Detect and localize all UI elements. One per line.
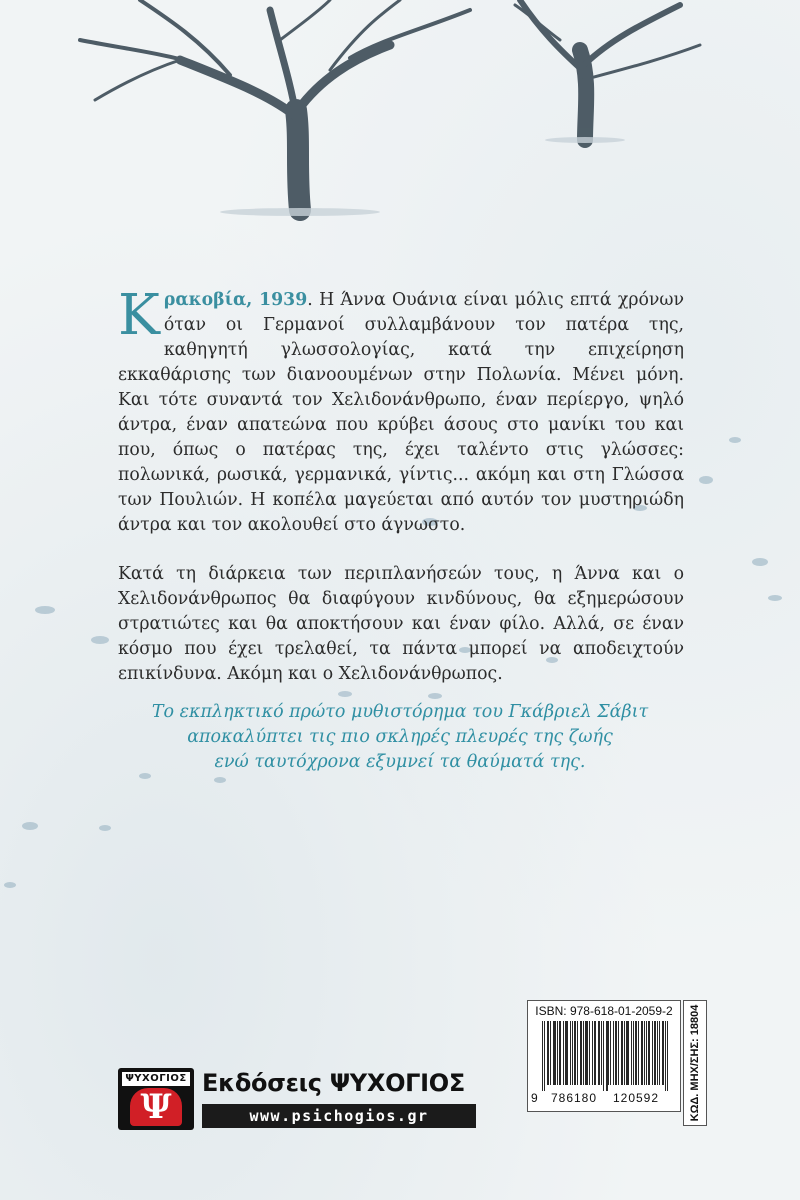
barcode-bar — [621, 1021, 622, 1085]
barcode-bar — [644, 1021, 645, 1085]
drop-cap: Κ — [118, 283, 160, 348]
barcode-bar — [595, 1021, 596, 1085]
barcode-bar — [572, 1021, 573, 1085]
barcode-bar — [624, 1021, 625, 1085]
barcode-bar — [648, 1021, 649, 1085]
barcode-bar — [608, 1021, 609, 1085]
publisher-name: Εκδόσεις ΨΥΧΟΓΙΟΣ — [202, 1069, 466, 1097]
barcode-bar — [628, 1021, 629, 1085]
barcode-bar — [622, 1021, 623, 1085]
barcode-bar — [566, 1021, 567, 1085]
barcode-bars — [542, 1021, 668, 1091]
barcode-bar — [547, 1021, 548, 1085]
barcode-bar — [667, 1021, 668, 1091]
isbn-text: ISBN: 978-618-01-2059-2 — [535, 1004, 673, 1018]
barcode-bar — [638, 1021, 639, 1085]
barcode-bar — [586, 1021, 587, 1085]
barcode-bar — [544, 1021, 545, 1091]
barcode-bar — [554, 1021, 555, 1085]
barcode-bar — [548, 1021, 549, 1085]
barcode-bar — [618, 1021, 619, 1085]
blurb-lead: ρακοβία, 1939 — [163, 290, 308, 310]
tagline-line-2: αποκαλύπτει τις πιο σκληρές πλευρές της ζωής — [187, 727, 613, 747]
barcode-bar — [557, 1021, 558, 1085]
barcode-bar — [642, 1021, 643, 1085]
product-code-box — [683, 1000, 707, 1126]
barcode-bar — [553, 1021, 554, 1085]
barcode-bar — [652, 1021, 653, 1085]
barcode-digits-group-1: 786180 — [550, 1091, 598, 1105]
barcode-bar — [631, 1021, 632, 1085]
publisher-logo — [118, 1068, 194, 1130]
blurb-paragraph-2: Κατά τη διάρκεια των περιπλανήσεών τους, η Άννα και ο Χελιδονάνθρωπος θα διαφύγουν κινδύνους, θα εξημερώσουν στρατιώτες και θα αποκτήσουν και έναν φίλο. Αλλά, σε έναν κόσμο που έχει τρελαθεί, τα πάντα μπορεί να αποδειχτούν επικίνδυνα. Ακόμη και ο Χελιδονάνθρωπος. — [118, 564, 684, 684]
barcode-bar — [616, 1021, 617, 1085]
barcode-bar — [575, 1021, 576, 1085]
barcode-bar — [598, 1021, 599, 1085]
barcode-bar — [589, 1021, 590, 1085]
barcode-bar — [542, 1021, 543, 1091]
psi-logo-icon: Ψ — [130, 1088, 182, 1126]
barcode-bar — [577, 1021, 578, 1085]
barcode-bar — [594, 1021, 595, 1085]
barcode-bar — [606, 1021, 607, 1091]
barcode-bar — [646, 1021, 647, 1085]
barcode-bar — [659, 1021, 660, 1085]
barcode-bar — [587, 1021, 588, 1085]
barcode-digits-group-2: 120592 — [612, 1091, 660, 1105]
barcode-bar — [613, 1021, 614, 1085]
publisher-block — [118, 1068, 478, 1130]
barcode-bar — [636, 1021, 637, 1085]
tagline — [100, 700, 700, 775]
barcode-bar — [649, 1021, 650, 1085]
blurb-paragraph-1-text: . Η Άννα Ουάνια είναι μόλις επτά χρόνων όταν οι Γερμανοί συλλαμβάνουν τον πατέρα της, καθηγητή γλωσσολογίας, κατά την επιχείρηση εκκαθάρισης των διανοουμένων στην Πολωνία. Μένει μόνη. Και τότε συναντά τον Χελιδονάνθρωπο, έναν περίεργο, ψηλό άντρα, έναν απατεώνα που κρύβει άσους στο μανίκι του και που, όπως ο πατέρας της, έχει ταλέντο στις γλώσσες: πολωνικά, ρωσικά, γερμανικά, γίντις... ακόμη και στη Γλώσσα των Πουλιών. Η κοπέλα μαγεύεται από αυτόν τον μυστηριώδη άντρα και τον ακολουθεί στο άγνωστο. — [118, 290, 684, 535]
barcode-bar — [601, 1021, 602, 1085]
publisher-logo-band: ΨΥΧΟΓΙΟΣ — [122, 1072, 190, 1086]
barcode-bar — [599, 1021, 600, 1085]
barcode-bar — [555, 1021, 556, 1085]
barcode-bar — [550, 1021, 551, 1085]
blurb-paragraph-1 — [118, 283, 684, 538]
barcode-bar — [567, 1021, 568, 1085]
publisher-url: www.psichogios.gr — [202, 1104, 476, 1128]
barcode-bar — [626, 1021, 627, 1085]
barcode-bar — [615, 1021, 616, 1085]
barcode-bar — [592, 1021, 593, 1085]
barcode-bar — [560, 1021, 561, 1085]
barcode-bar — [559, 1021, 560, 1085]
barcode-bar — [585, 1021, 586, 1085]
barcode-bar — [580, 1021, 581, 1085]
barcode-bar — [655, 1021, 656, 1085]
barcode-bar — [610, 1021, 611, 1085]
barcode-bar — [603, 1021, 604, 1091]
tagline-line-3: ενώ ταυτόχρονα εξυμνεί τα θαύματά της. — [214, 752, 586, 772]
barcode-bar — [633, 1021, 634, 1085]
barcode-bar — [583, 1021, 584, 1085]
barcode-bar — [657, 1021, 658, 1085]
barcode-bar — [574, 1021, 575, 1085]
barcode-bar — [654, 1021, 655, 1085]
barcode-box — [527, 1000, 681, 1112]
barcode-bar — [565, 1021, 566, 1085]
barcode-bar — [627, 1021, 628, 1085]
barcode-digit-first: 9 — [531, 1091, 538, 1105]
barcode-bar — [563, 1021, 564, 1085]
barcode-bar — [570, 1021, 571, 1085]
back-cover-blurb — [118, 283, 684, 687]
barcode-bar — [581, 1021, 582, 1085]
barcode-bar — [662, 1021, 663, 1085]
barcode-bar — [607, 1021, 608, 1091]
barcode-bar — [641, 1021, 642, 1085]
tagline-line-1: Το εκπληκτικό πρώτο μυθιστόρημα του Γκάβριελ Σάβιτ — [151, 702, 649, 722]
barcode-bar — [663, 1021, 664, 1085]
barcode-bar — [665, 1021, 666, 1091]
barcode-bar — [635, 1021, 636, 1085]
product-code: ΚΩΔ. ΜΗΧ/ΣΗΣ: 18804 — [689, 1004, 701, 1122]
